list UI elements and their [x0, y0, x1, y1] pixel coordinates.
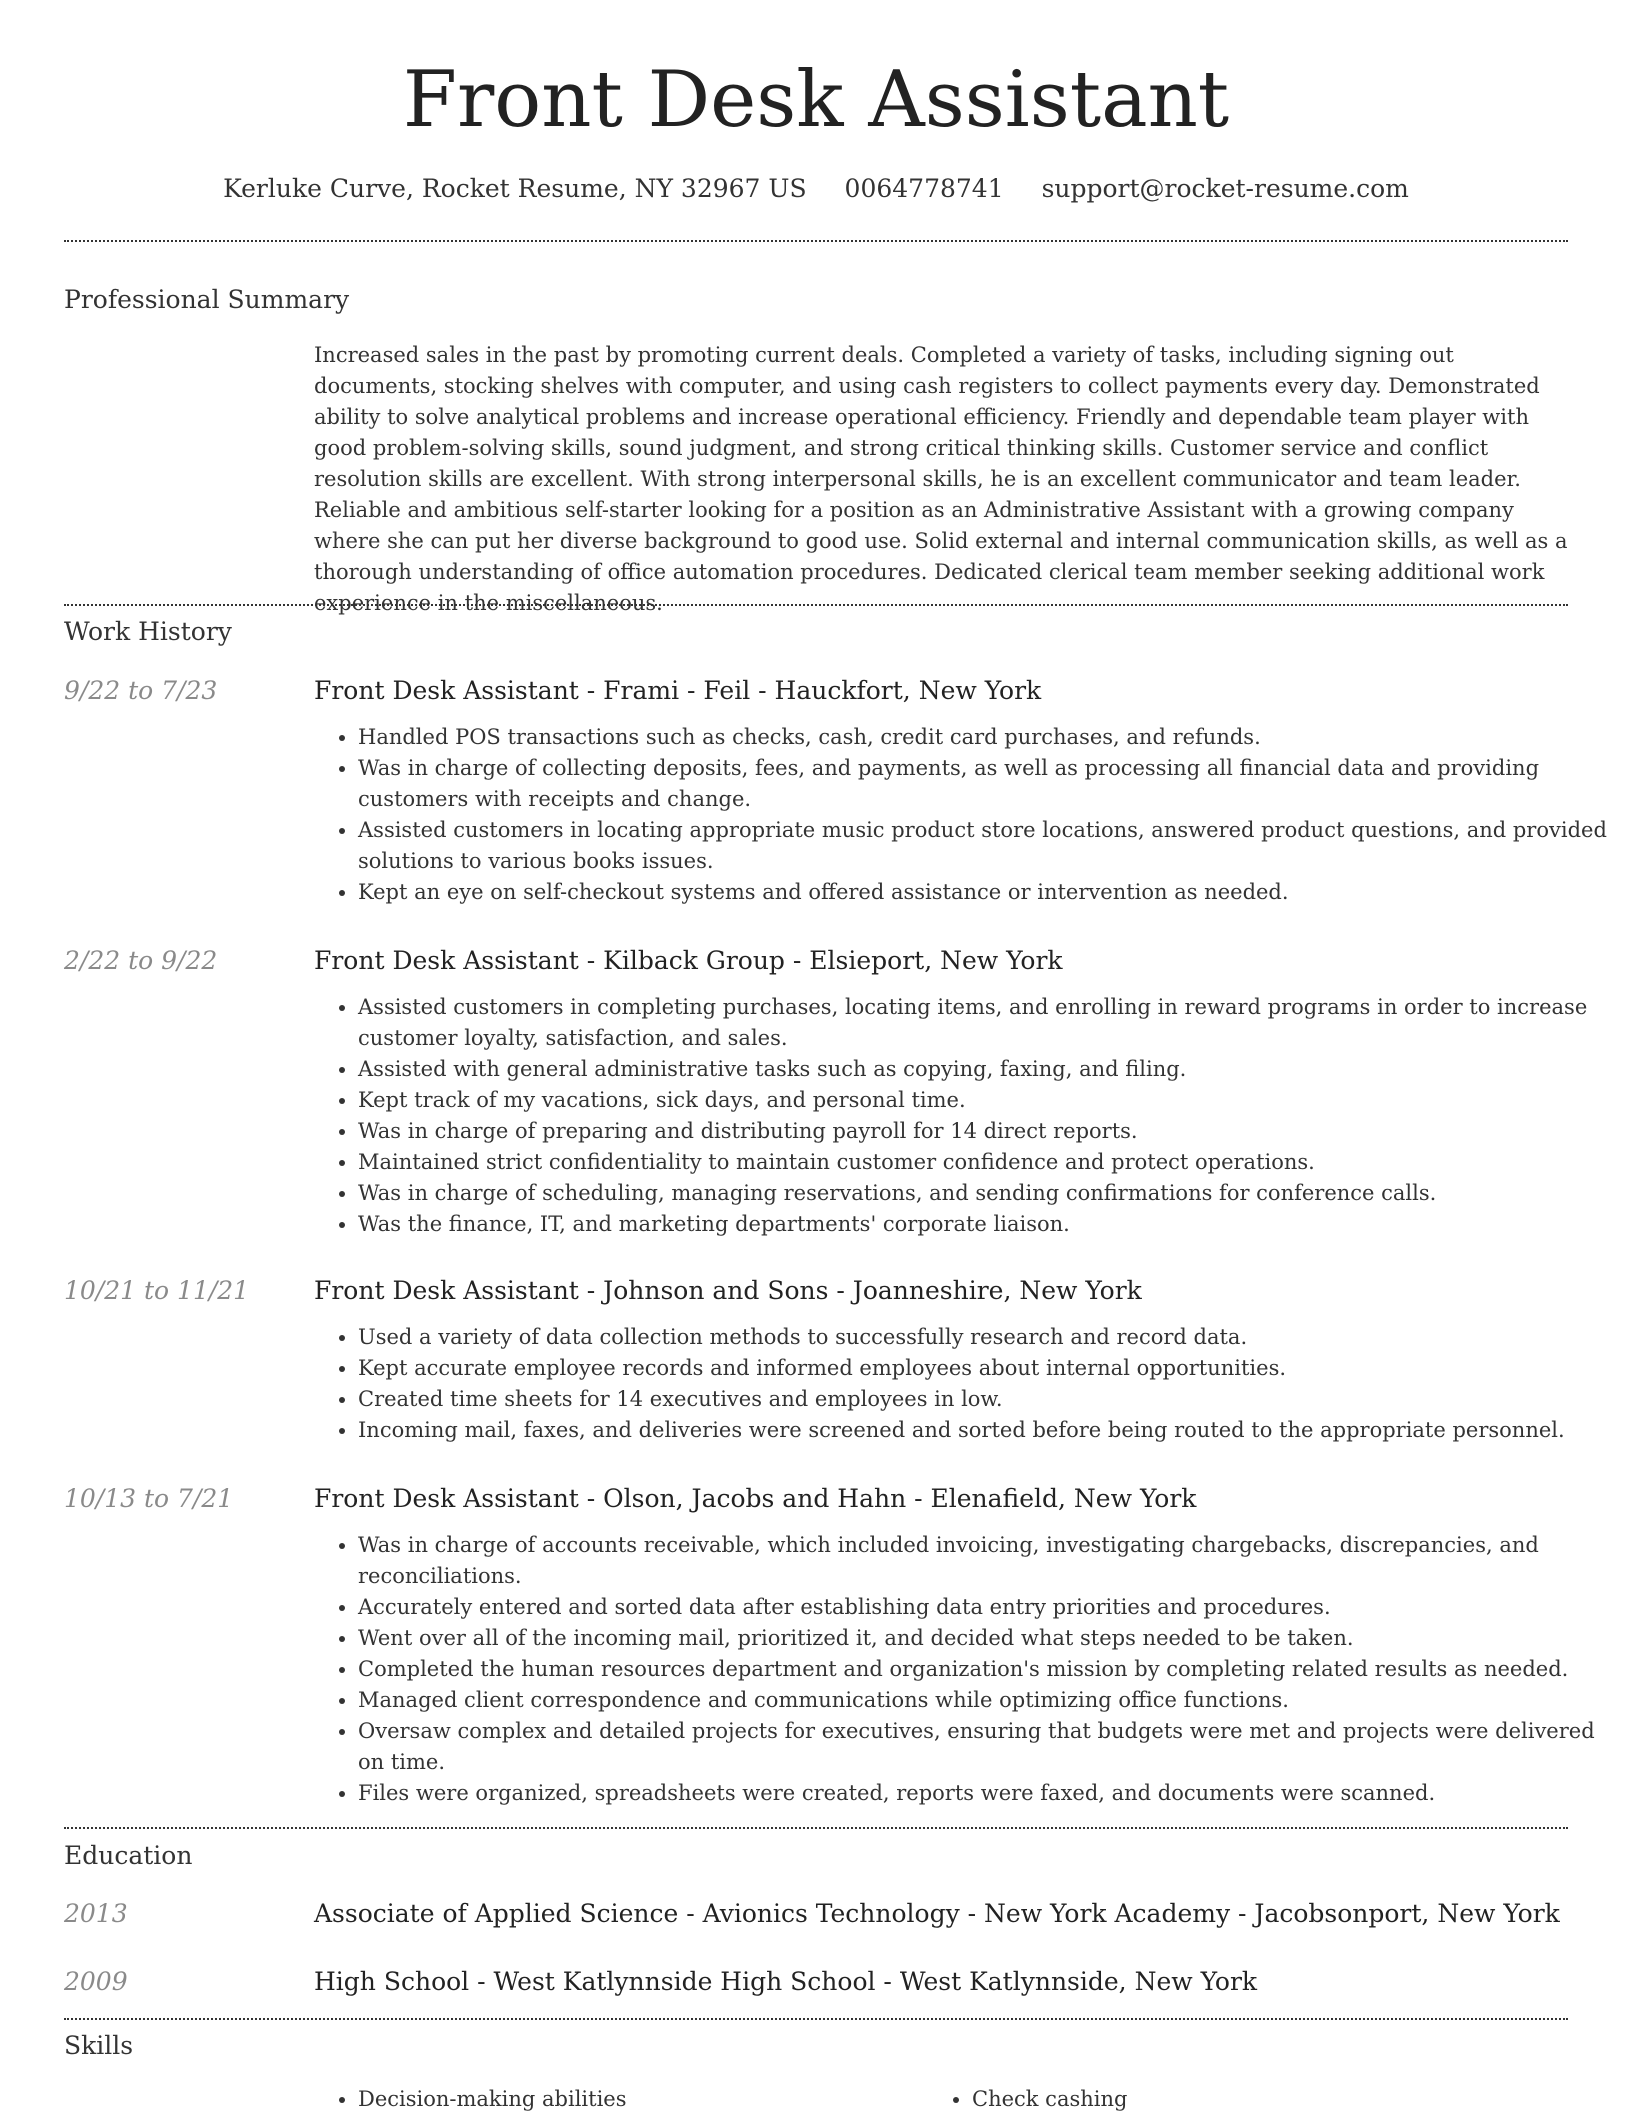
job-bullet: • Was in charge of scheduling, managing reservations, and sending confirmations for conference calls. [358, 1178, 1618, 1209]
job-bullet: • Handled POS transactions such as checks, cash, credit card purchases, and refunds. [358, 722, 1618, 753]
job-bullet: • Used a variety of data collection methods to successfully research and record data. [358, 1322, 1618, 1353]
job-title: Front Desk Assistant - Kilback Group - Elsieport, New York [314, 946, 1063, 975]
section-title-education: Education [64, 1841, 193, 1870]
job-bullet: • Managed client correspondence and communications while optimizing office functions. [358, 1685, 1618, 1716]
summary-text: Increased sales in the past by promoting current deals. Completed a variety of tasks, including signing out documents, stocking shelves with computer, and using cash registers to collect payments every day. Demonstrated ability to solve analytical problems and increase operational efficiency. Friendly and dependable team player with good problem-solving skills, sound judgment, and strong critical thinking skills. Customer service and conflict resolution skills are excellent. With strong interpersonal skills, he is an excellent communicator and team leader. Reliable and ambitious self-starter looking for a position as an Administrative Assistant with a growing company where she can put her diverse background to good use. Solid external and internal communication skills, as well as a thorough understanding of office automation procedures. Dedicated clerical team member seeking additional work experience in the miscellaneous. [314, 343, 1568, 615]
divider [64, 2018, 1568, 2020]
job-bullet: • Was in charge of accounts receivable, which included invoicing, investigating chargebacks, discrepancies, and reconciliations. [358, 1530, 1618, 1592]
contact-email: support@rocket-resume.com [1041, 174, 1409, 203]
education-title: High School - West Katlynnside High School - West Katlynnside, New York [314, 1967, 1258, 1996]
job-bullet: • Assisted with general administrative tasks such as copying, faxing, and filing. [358, 1054, 1618, 1085]
skill-item: • Decision-making abilities [358, 2084, 918, 2115]
education-title: Associate of Applied Science - Avionics Technology - New York Academy - Jacobsonport, New York [314, 1899, 1560, 1928]
job-title: Front Desk Assistant - Johnson and Sons - Joanneshire, New York [314, 1276, 1142, 1305]
job-date: 2/22 to 9/22 [64, 946, 218, 975]
job-bullet: • Created time sheets for 14 executives and employees in low. [358, 1384, 1618, 1415]
skills-list-right [928, 2084, 1532, 2115]
job-bullet: • Assisted customers in locating appropriate music product store locations, answered product questions, and provided solutions to various books issues. [358, 815, 1618, 877]
job-bullet: • Was the finance, IT, and marketing departments' corporate liaison. [358, 1209, 1618, 1240]
job-bullet: • Kept track of my vacations, sick days, and personal time. [358, 1085, 1618, 1116]
job-bullet: • Accurately entered and sorted data after establishing data entry priorities and procedures. [358, 1592, 1618, 1623]
job-bullet: • Files were organized, spreadsheets were created, reports were faxed, and documents were scanned. [358, 1778, 1618, 1809]
divider [64, 1827, 1568, 1829]
education-date: 2013 [64, 1899, 128, 1928]
resume-name: Front Desk Assistant [402, 55, 1230, 145]
job-bullet: • Kept accurate employee records and informed employees about internal opportunities. [358, 1353, 1618, 1384]
job-bullets [314, 1530, 1618, 1809]
job-bullets [314, 992, 1618, 1240]
job-bullet: • Completed the human resources department and organization's mission by completing related results as needed. [358, 1654, 1618, 1685]
education-date: 2009 [64, 1967, 128, 1996]
job-date: 9/22 to 7/23 [64, 676, 218, 705]
skills-list-left [314, 2084, 918, 2115]
skill-item: • Check cashing [972, 2084, 1532, 2115]
divider [64, 240, 1568, 242]
job-bullet: • Kept an eye on self-checkout systems and offered assistance or intervention as needed. [358, 877, 1618, 908]
section-title-work-history: Work History [64, 617, 232, 646]
section-title-summary: Professional Summary [64, 285, 350, 314]
job-bullet: • Was in charge of preparing and distributing payroll for 14 direct reports. [358, 1116, 1618, 1147]
contact-phone: 0064778741 [844, 174, 1004, 203]
job-bullet: • Incoming mail, faxes, and deliveries were screened and sorted before being routed to the appropriate personnel. [358, 1415, 1618, 1446]
section-title-skills: Skills [64, 2031, 134, 2060]
job-bullet: • Maintained strict confidentiality to maintain customer confidence and protect operations. [358, 1147, 1618, 1178]
contact-line [0, 170, 1632, 208]
job-bullet: • Assisted customers in completing purchases, locating items, and enrolling in reward programs in order to increase customer loyalty, satisfaction, and sales. [358, 992, 1618, 1054]
job-bullet: • Went over all of the incoming mail, prioritized it, and decided what steps needed to be taken. [358, 1623, 1618, 1654]
job-bullets [314, 722, 1618, 908]
job-bullet: • Was in charge of collecting deposits, fees, and payments, as well as processing all financial data and providing customers with receipts and change. [358, 753, 1618, 815]
job-title: Front Desk Assistant - Olson, Jacobs and Hahn - Elenafield, New York [314, 1484, 1197, 1513]
divider [64, 604, 1568, 606]
job-title: Front Desk Assistant - Frami - Feil - Hauckfort, New York [314, 676, 1042, 705]
job-date: 10/13 to 7/21 [64, 1484, 234, 1513]
contact-address: Kerluke Curve, Rocket Resume, NY 32967 US [223, 174, 807, 203]
job-date: 10/21 to 11/21 [64, 1276, 250, 1305]
job-bullets [314, 1322, 1618, 1446]
job-bullet: • Oversaw complex and detailed projects for executives, ensuring that budgets were met and projects were delivered on time. [358, 1716, 1618, 1778]
